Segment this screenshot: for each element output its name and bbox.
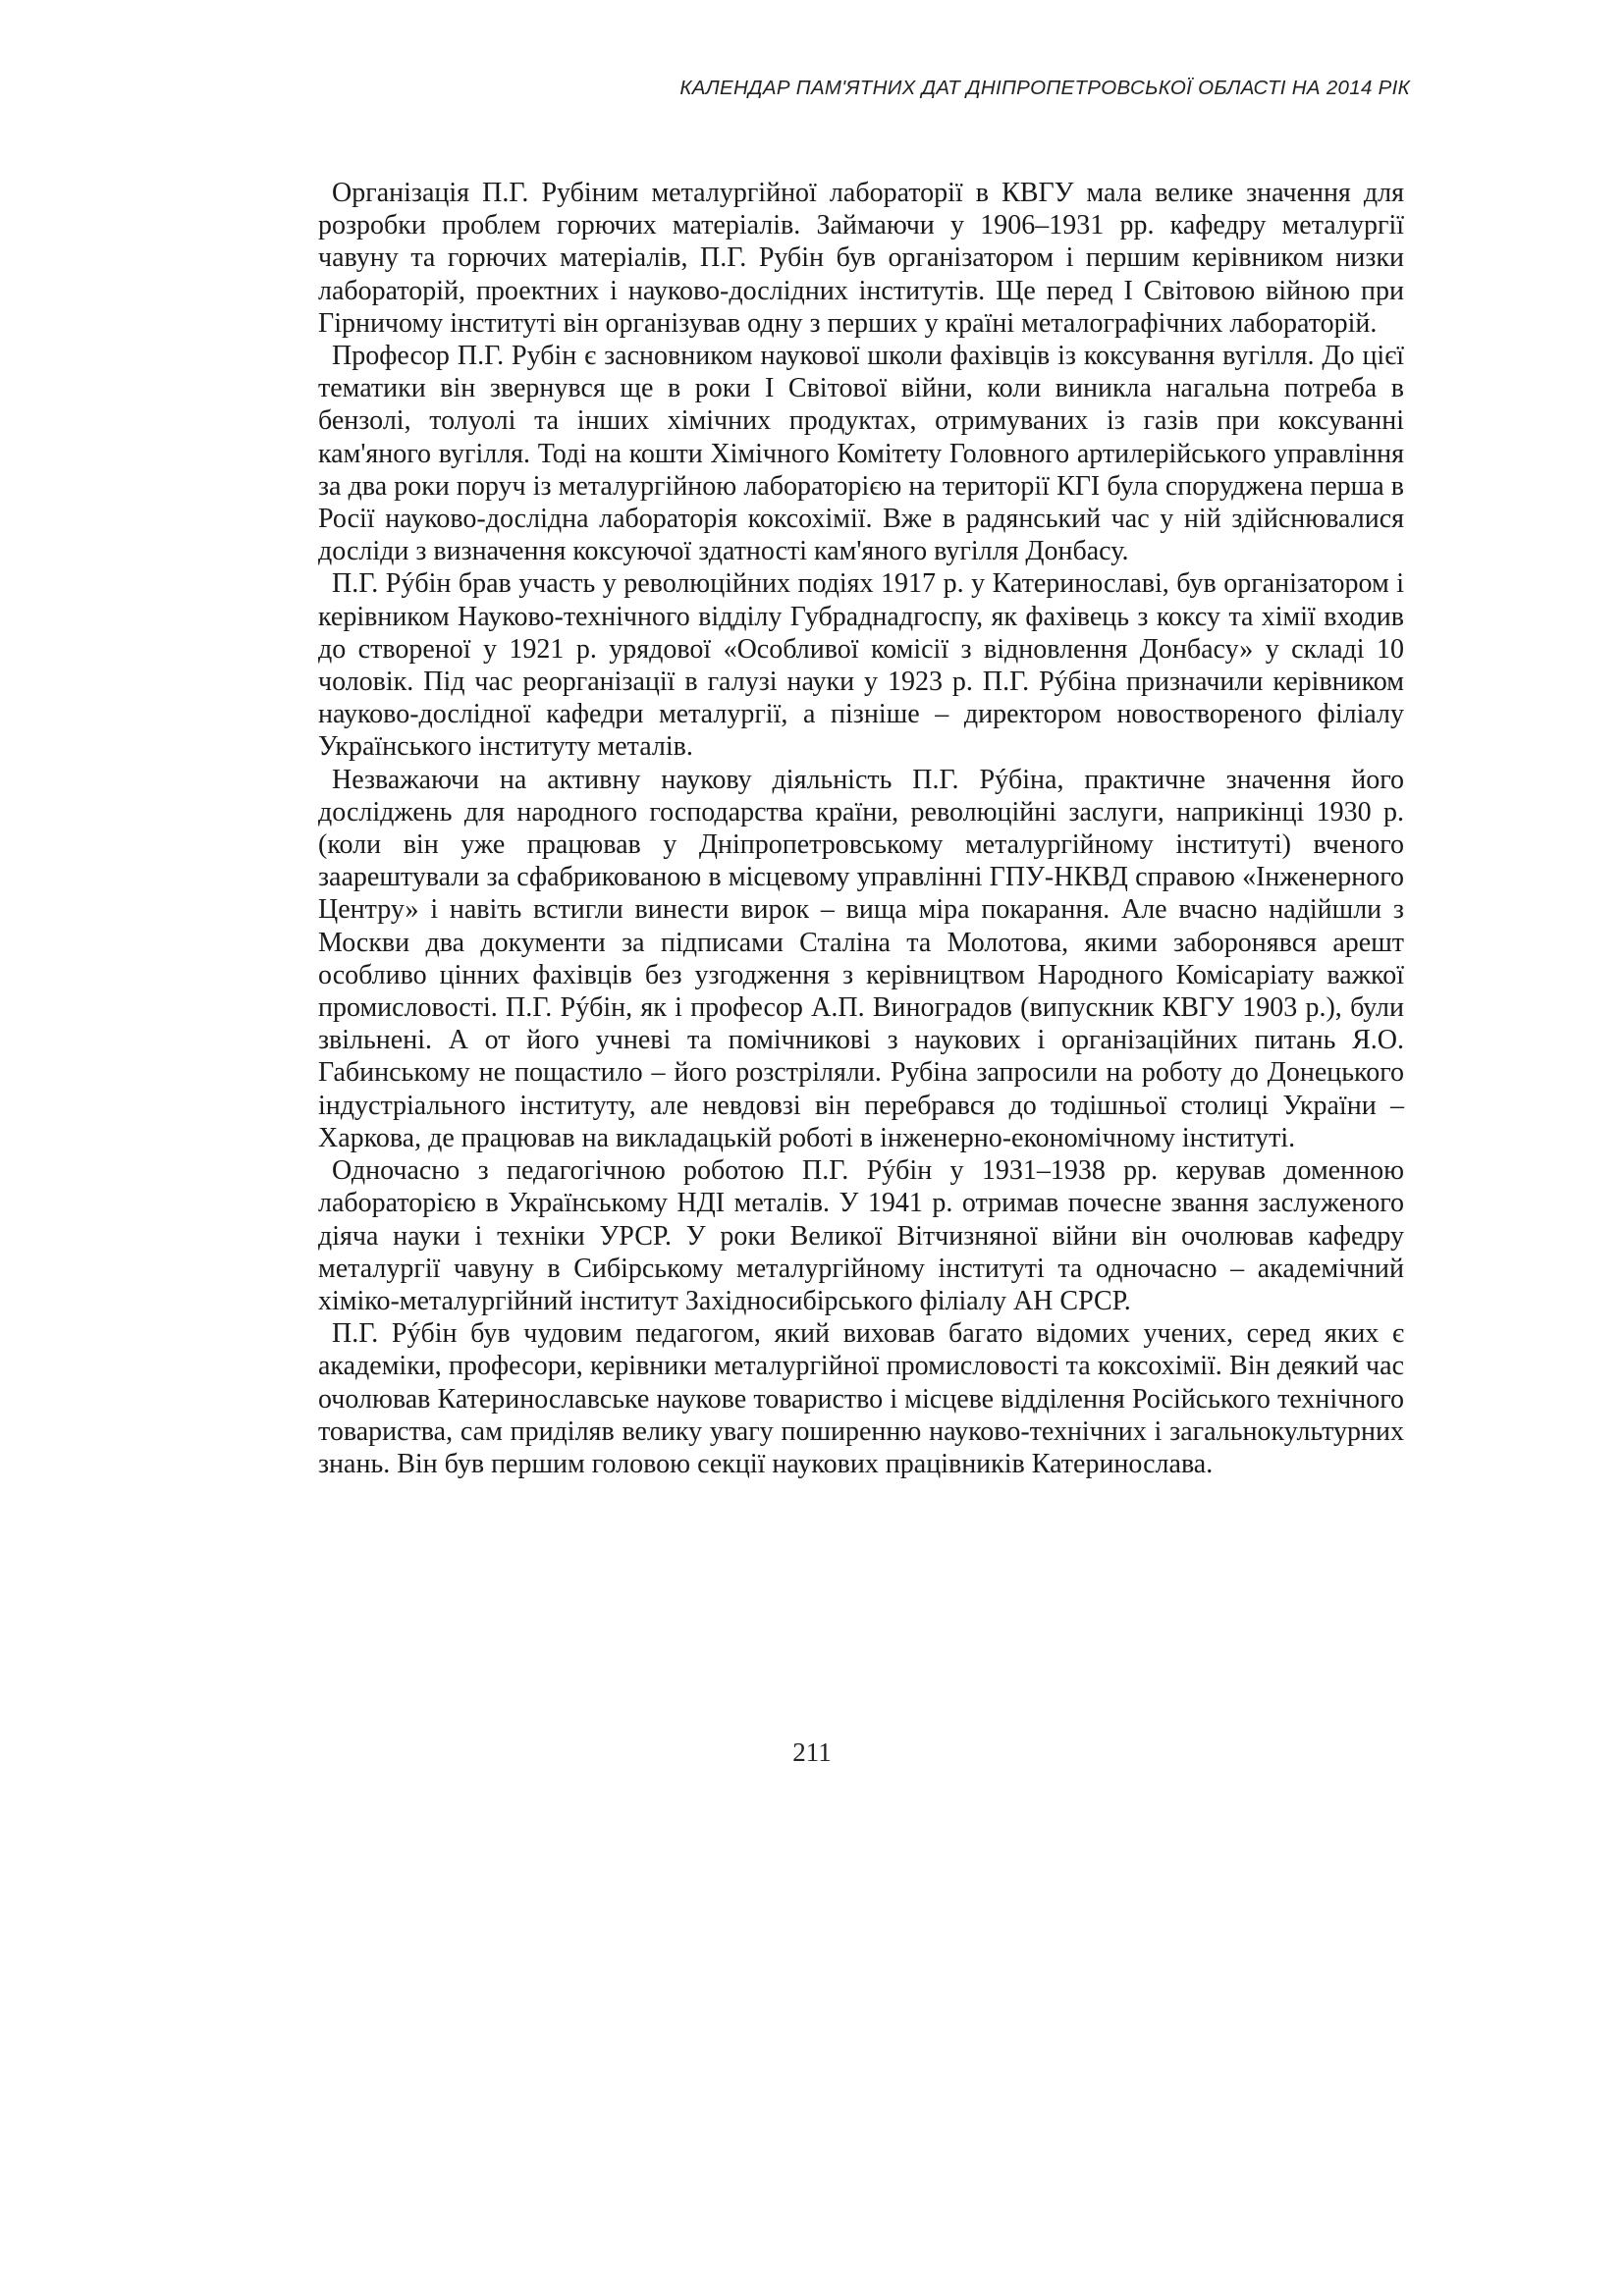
paragraph: Одночасно з педагогічною роботою П.Г. Рýбін у 1931–1938 рр. керував доменною лабораторією в Українському НДІ металів. У 1941 р. отримав почесне звання заслуженого діяча науки і техніки УРСР. У роки Великої Вітчизняної війни він очолював кафедру металургії чавуну в Сибірському металургійному інституті та одночасно – академічний хіміко-металургійний інститут Західносибірського філіалу АН СРСР. (318, 1155, 1404, 1316)
paragraph: Організація П.Г. Рубіним металургійної лабораторії в КВГУ мала велике значення для розробки проблем горючих матеріалів. Займаючи у 1906–1931 рр. кафедру металургії чавуну та горючих матеріалів, П.Г. Рубін був організатором і першим керівником низки лабораторій, проектних і науково-дослідних інститутів. Ще перед І Світовою війною при Гірничому інституті він організував одну з перших у країні металографічних лабораторій. (318, 178, 1404, 339)
article-body (318, 177, 1404, 1480)
page-number: 211 (792, 1737, 832, 1767)
paragraph: П.Г. Рýбін був чудовим педагогом, який виховав багато відомих учених, серед яких є академіки, професори, керівники металургійної промисловості та коксохімії. Він деякий час очолював Катеринославське наукове товариство і місцеве відділення Російського технічного товариства, сам приділяв велику увагу поширенню науково-технічних і загальнокультурних знань. Він був першим головою секції наукових працівників Катеринослава. (318, 1318, 1404, 1479)
running-header: КАЛЕНДАР ПАМ'ЯТНИХ ДАТ ДНІПРОПЕТРОВСЬКОЇ ОБЛАСТІ НА 2014 РІК (679, 77, 1410, 99)
paragraph: Професор П.Г. Рубін є засновником наукової школи фахівців із коксування вугілля. До цієї тематики він звернувся ще в роки І Світової війни, коли виникла нагальна потреба в бензолі, толуолі та інших хімічних продуктах, отримуваних із газів при коксуванні кам'яного вугілля. Тоді на кошти Хімічного Комітету Головного артилерійського управління за два роки поруч із металургійною лабораторією на території КГІ була споруджена перша в Росії науково-дослідна лабораторія коксохімії. Вже в радянський час у ній здійснювалися досліди з визначення коксуючої здатності кам'яного вугілля Донбасу. (318, 341, 1404, 567)
paragraph: Незважаючи на активну наукову діяльність П.Г. Рýбіна, практичне значення його досліджень для народного господарства країни, революційні заслуги, наприкінці 1930 р. (коли він уже працював у Дніпропетровському металургійному інституті) вченого заарештували за сфабрикованою в місцевому управлінні ГПУ-НКВД справою «Інженерного Центру» і навіть встигли винести вирок – вища міра покарання. Але вчасно надійшли з Москви два документи за підписами Сталіна та Молотова, якими заборонявся арешт особливо цінних фахівців без узгодження з керівництвом Народного Комісаріату важкої промисловості. П.Г. Рýбін, як і професор А.П. Виноградов (випускник КВГУ 1903 р.), були звільнені. А от його учневі та помічникові з наукових і організаційних питань Я.О. Габинському не пощастило – його розстріляли. Рубіна запросили на роботу до Донецького індустріального інституту, але невдовзі він перебрався до тодішньої столиці України – Харкова, де працював на викладацькій роботі в інженерно-економічному інституті. (318, 764, 1404, 1153)
paragraph: П.Г. Рýбін брав участь у революційних подіях 1917 р. у Катеринославі, був організатором і керівником Науково-технічного відділу Губраднадгоспу, як фахівець з коксу та хімії входив до створеної у 1921 р. урядової «Особливої комісії з відновлення Донбасу» у складі 10 чоловік. Під час реорганізації в галузі науки у 1923 р. П.Г. Рýбіна призначили керівником науково-дослідної кафедри металургії, а пізніше – директором новоствореного філіалу Українського інституту металів. (318, 568, 1404, 763)
